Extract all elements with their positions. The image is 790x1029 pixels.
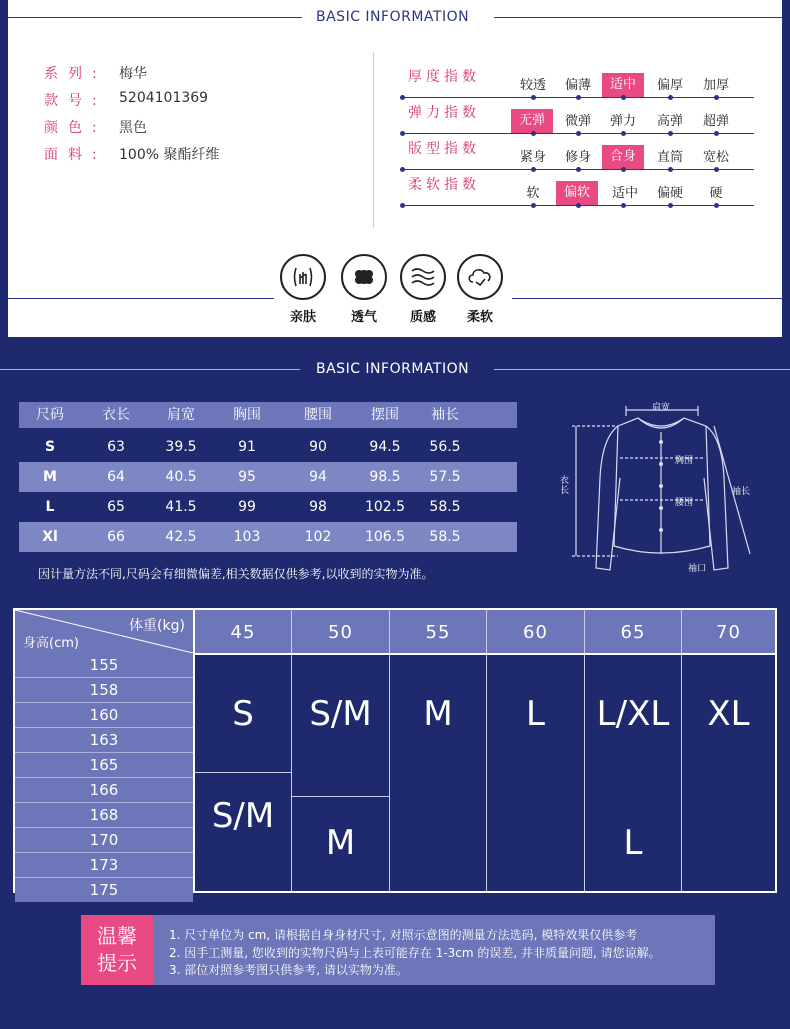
height-row: 160 xyxy=(15,703,193,728)
tip-line: 1. 尺寸单位为 cm, 请根据自身身材尺寸, 对照示意图的测量方法选码, 模特效果仅供参考 xyxy=(169,928,638,942)
column-header: 肩宽 xyxy=(167,407,195,423)
column-header: 衣长 xyxy=(102,407,130,423)
index-scale-dot xyxy=(576,203,581,208)
index-option: 偏厚 xyxy=(656,78,683,93)
column-header: 尺码 xyxy=(36,407,64,423)
height-axis-label: 身高(cm) xyxy=(23,636,79,651)
index-scale-dot xyxy=(714,167,719,172)
size-cell: 99 xyxy=(238,499,256,515)
size-cell: 91 xyxy=(238,439,256,455)
size-recommendation: L xyxy=(623,823,643,863)
size-cell: 58.5 xyxy=(429,499,461,515)
size-recommendation: S/M xyxy=(211,796,275,836)
index-scale-dot xyxy=(400,131,405,136)
index-option: 微弹 xyxy=(564,114,591,129)
index-title-thickness: 厚度指数 xyxy=(408,69,480,85)
grid-cell-split xyxy=(292,796,389,797)
tips-badge-line: 提示 xyxy=(97,951,137,975)
size-cell: L xyxy=(45,499,55,515)
soft-icon xyxy=(457,254,503,300)
size-recommendation: M xyxy=(423,694,453,734)
index-scale-dot xyxy=(400,167,405,172)
diagram-label-shoulder: 肩宽 xyxy=(652,403,671,413)
index-scale-dot xyxy=(531,203,536,208)
index-scale-dot xyxy=(400,203,405,208)
measurement-note: 因计量方法不同,尺码会有细微偏差,相关数据仅供参考,以收到的实物为准。 xyxy=(38,567,434,581)
index-scale-dot xyxy=(668,95,673,100)
index-option: 适中 xyxy=(611,186,638,201)
tip-line: 2. 因手工测量, 您收到的实物尺码与上表可能存在 1-3cm 的误差, 并非质量问题, 请您谅解。 xyxy=(169,946,661,960)
index-scale-dot xyxy=(531,95,536,100)
detail-label-color: 颜色: xyxy=(44,120,107,136)
size-cell: S xyxy=(44,439,56,455)
index-title-elasticity: 弹力指数 xyxy=(408,105,480,121)
size-recommendation: S xyxy=(232,694,254,734)
index-option: 加厚 xyxy=(702,78,729,93)
height-row: 173 xyxy=(15,853,193,878)
weight-header: 50 xyxy=(328,622,353,643)
column-header: 胸围 xyxy=(233,407,261,423)
size-header-divider-left xyxy=(0,369,300,370)
table-row xyxy=(19,462,517,492)
index-option: 修身 xyxy=(564,150,591,165)
header-divider-left xyxy=(8,17,302,18)
tips-panel xyxy=(81,915,715,985)
index-scale-dot xyxy=(668,167,673,172)
size-cell: 63 xyxy=(107,439,125,455)
texture-icon xyxy=(400,254,446,300)
size-cell: 98 xyxy=(309,499,327,515)
detail-value-fabric: 100% 聚酯纤维 xyxy=(119,147,220,163)
breathable-icon xyxy=(341,254,387,300)
weight-axis-label: 体重(kg) xyxy=(129,618,185,634)
tip-line: 3. 部位对照参考图只供参考, 请以实物为准。 xyxy=(169,963,408,977)
size-cell: Xl xyxy=(42,529,58,545)
size-cell: 56.5 xyxy=(429,439,461,455)
index-option-selected: 无弹 xyxy=(511,109,553,133)
index-option: 紧身 xyxy=(519,150,546,165)
features-line-right xyxy=(512,298,782,299)
index-scale-dot xyxy=(531,167,536,172)
grid-header-divider xyxy=(193,653,775,655)
size-cell: 98.5 xyxy=(369,469,401,485)
size-cell: 90 xyxy=(309,439,327,455)
index-scale-dot xyxy=(714,203,719,208)
feature-label-breathable: 透气 xyxy=(350,310,377,325)
index-scale-dot xyxy=(400,95,405,100)
size-cell: 42.5 xyxy=(165,529,197,545)
index-scale-dot xyxy=(576,95,581,100)
header-divider-right xyxy=(494,17,782,18)
diagram-label-chest: 胸围 xyxy=(675,456,694,466)
height-row: 170 xyxy=(15,828,193,853)
table-row xyxy=(19,492,517,522)
size-cell: 103 xyxy=(233,529,261,545)
size-recommendation: L xyxy=(526,694,545,734)
size-cell: 40.5 xyxy=(165,469,197,485)
index-scale-dot xyxy=(714,131,719,136)
detail-label-series: 系列: xyxy=(44,66,107,82)
index-option: 弹力 xyxy=(609,114,636,129)
index-scale-dot xyxy=(714,95,719,100)
size-cell: 58.5 xyxy=(429,529,461,545)
column-header: 摆围 xyxy=(371,407,399,423)
size-recommendation: M xyxy=(325,823,356,863)
details-divider xyxy=(373,52,374,228)
tips-badge xyxy=(81,915,153,985)
index-scale-dot xyxy=(668,203,673,208)
feature-label-soft: 柔软 xyxy=(466,310,493,325)
detail-label-fabric: 面料: xyxy=(44,147,107,163)
size-cell: 102 xyxy=(304,529,332,545)
diagram-label-waist: 腰围 xyxy=(675,498,694,508)
size-recommendation-grid xyxy=(13,608,777,899)
weight-header: 45 xyxy=(230,622,256,643)
table-row xyxy=(19,432,517,462)
detail-value-color: 黑色 xyxy=(119,120,147,136)
size-cell: M xyxy=(43,469,57,485)
index-option-selected: 合身 xyxy=(602,145,644,169)
index-option-selected: 偏软 xyxy=(556,181,598,205)
index-title-softness: 柔软指数 xyxy=(408,177,480,193)
diagram-label-sleeve: 袖长 xyxy=(732,487,751,497)
index-option: 偏薄 xyxy=(564,78,591,93)
size-header-divider-right xyxy=(494,369,790,370)
index-option-selected: 适中 xyxy=(602,73,644,97)
index-scale-dot xyxy=(621,203,626,208)
index-scale-dot xyxy=(668,131,673,136)
height-row: 158 xyxy=(15,678,193,703)
grid-cell-split xyxy=(195,772,291,773)
index-scale-dot xyxy=(621,167,626,172)
index-option: 较透 xyxy=(519,78,546,93)
index-option: 高弹 xyxy=(656,114,683,129)
index-scale-dot xyxy=(531,131,536,136)
size-cell: 94 xyxy=(309,469,327,485)
size-cell: 102.5 xyxy=(364,499,406,515)
detail-value-style-no: 5204101369 xyxy=(119,90,209,106)
size-section-header: BASIC INFORMATION xyxy=(316,361,470,377)
basic-info-header: BASIC INFORMATION xyxy=(316,9,470,25)
height-column xyxy=(15,653,193,902)
column-header: 腰围 xyxy=(304,407,332,423)
size-table-header xyxy=(19,402,517,428)
size-cell: 94.5 xyxy=(369,439,401,455)
height-row: 175 xyxy=(15,878,193,902)
index-scale-dot xyxy=(576,167,581,172)
index-option: 软 xyxy=(526,186,540,201)
features-line-left xyxy=(8,298,274,299)
height-row: 163 xyxy=(15,728,193,753)
size-recommendation: L/XL xyxy=(596,694,670,734)
fabric-index-block xyxy=(398,60,758,210)
weight-header: 55 xyxy=(425,622,451,643)
size-cell: 65 xyxy=(107,499,125,515)
detail-label-style-no: 款号: xyxy=(44,93,107,109)
skin-friendly-icon xyxy=(280,254,326,300)
grid-corner xyxy=(15,610,193,653)
weight-header: 70 xyxy=(716,622,741,643)
index-scale-dot xyxy=(621,95,626,100)
size-cell: 64 xyxy=(107,469,125,485)
detail-value-series: 梅华 xyxy=(119,66,147,82)
weight-header: 60 xyxy=(523,622,548,643)
height-row: 168 xyxy=(15,803,193,828)
size-cell: 41.5 xyxy=(165,499,197,515)
size-cell: 66 xyxy=(107,529,125,545)
index-option: 宽松 xyxy=(702,150,729,165)
garment-diagram xyxy=(558,398,768,578)
size-cell: 39.5 xyxy=(165,439,197,455)
size-cell: 95 xyxy=(238,469,256,485)
diagram-label-length: 衣长 xyxy=(560,476,570,496)
size-cell: 106.5 xyxy=(364,529,406,545)
index-scale-dot xyxy=(576,131,581,136)
table-row xyxy=(19,522,517,552)
index-option: 硬 xyxy=(709,186,723,201)
column-header: 袖长 xyxy=(431,407,459,423)
weight-header: 65 xyxy=(620,622,646,643)
index-option: 偏硬 xyxy=(656,186,683,201)
index-option: 直筒 xyxy=(656,150,683,165)
index-scale-dot xyxy=(621,131,626,136)
tips-badge-line: 温馨 xyxy=(97,924,137,948)
diagram-label-cuff: 袖口 xyxy=(688,564,707,574)
height-row: 155 xyxy=(15,653,193,678)
feature-label-texture: 质感 xyxy=(409,310,436,325)
size-cell: 57.5 xyxy=(429,469,461,485)
index-title-fit: 版型指数 xyxy=(408,141,480,157)
height-row: 166 xyxy=(15,778,193,803)
index-option: 超弹 xyxy=(702,114,729,129)
size-recommendation: XL xyxy=(707,694,750,734)
height-row: 165 xyxy=(15,753,193,778)
feature-label-skin: 亲肤 xyxy=(289,310,316,325)
size-recommendation: S/M xyxy=(309,694,372,734)
